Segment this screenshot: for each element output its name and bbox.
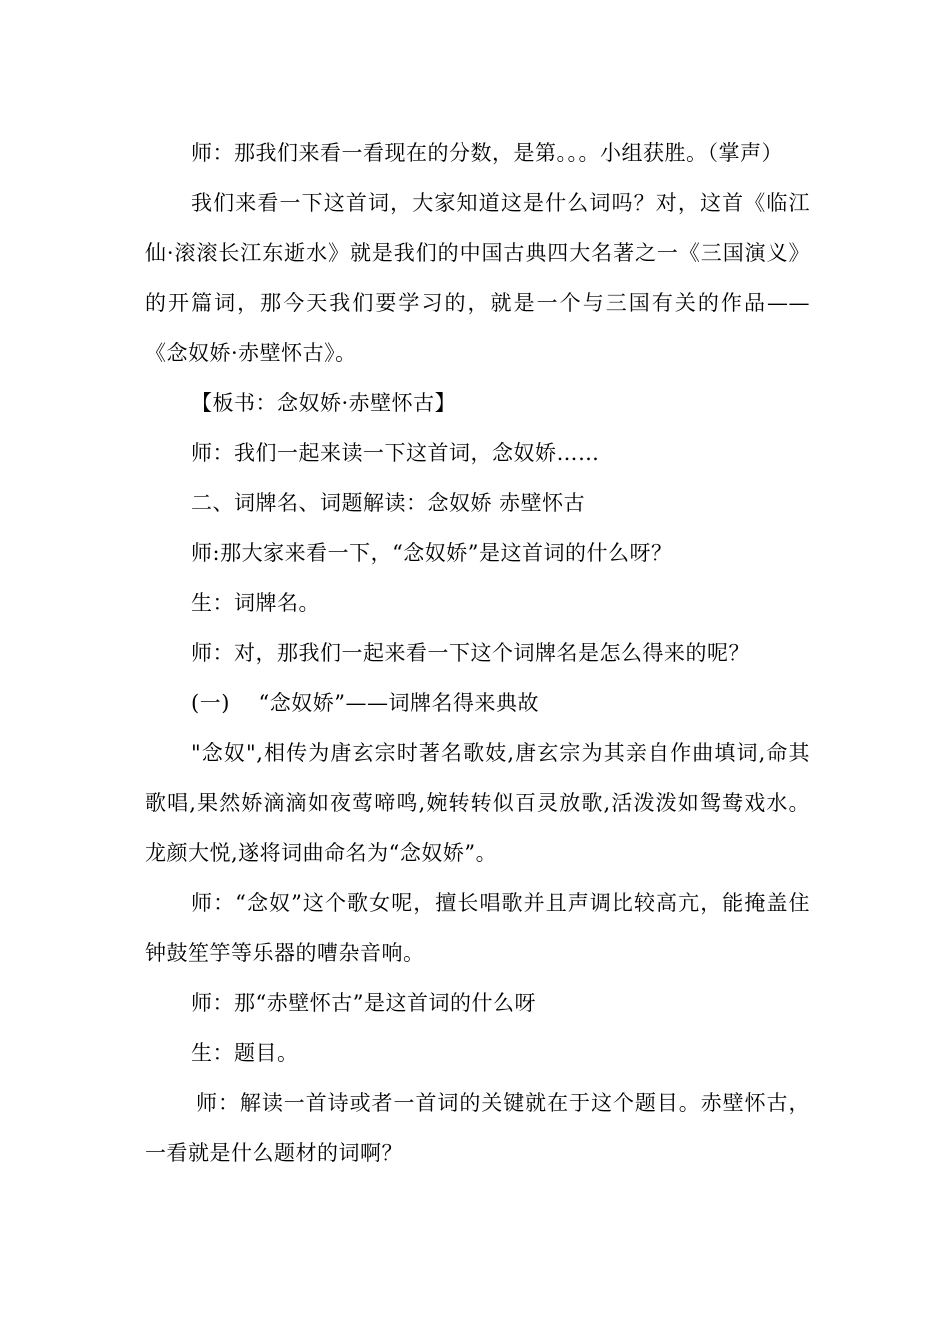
dialogue-paragraph: 师：那“赤壁怀古”是这首词的什么呀 — [191, 991, 536, 1015]
dialogue-paragraph: 师：解读一首诗或者一首词的关键就在于这个题目。赤壁怀古，一看就是什么题材的词啊？ — [145, 1091, 810, 1165]
dialogue-paragraph: 师：那我们来看一看现在的分数，是第。。。小组获胜。（掌声） — [191, 141, 783, 165]
dialogue-paragraph: 师：“念奴”这个歌女呢，擅长唱歌并且声调比较高亢，能掩盖住钟鼓笙竽等乐器的嘈杂音响。 — [145, 891, 810, 965]
dialogue-paragraph: 师:那大家来看一下，“念奴娇”是这首词的什么呀？ — [191, 541, 673, 565]
blackboard-note: 【板书：念奴娇·赤壁怀古】 — [191, 391, 457, 415]
document-page — [145, 128, 810, 1178]
subsection-heading: (一) “念奴娇”——词牌名得来典故 — [191, 691, 540, 715]
section-heading: 二、词牌名、词题解读：念奴娇 赤壁怀古 — [191, 491, 586, 515]
dialogue-paragraph: 生：词牌名。 — [191, 591, 320, 615]
dialogue-paragraph: 师：我们一起来读一下这首词，念奴娇…… — [191, 441, 600, 465]
dialogue-paragraph: 师：对，那我们一起来看一下这个词牌名是怎么得来的呢？ — [191, 641, 750, 665]
body-paragraph: 我们来看一下这首词，大家知道这是什么词吗？对，这首《临江仙·滚滚长江东逝水》就是我们的中国古典四大名著之一《三国演义》的开篇词，那今天我们要学习的，就是一个与三国有关的作品——《念奴娇·赤壁怀古》。 — [145, 191, 810, 365]
dialogue-paragraph: 生：题目。 — [191, 1041, 299, 1065]
body-paragraph: "念奴",相传为唐玄宗时著名歌妓,唐玄宗为其亲自作曲填词,命其歌唱,果然娇滴滴如夜莺啼鸣,婉转转似百灵放歌,活泼泼如鸳鸯戏水。龙颜大悦,遂将词曲命名为“念奴娇”。 — [145, 741, 810, 865]
